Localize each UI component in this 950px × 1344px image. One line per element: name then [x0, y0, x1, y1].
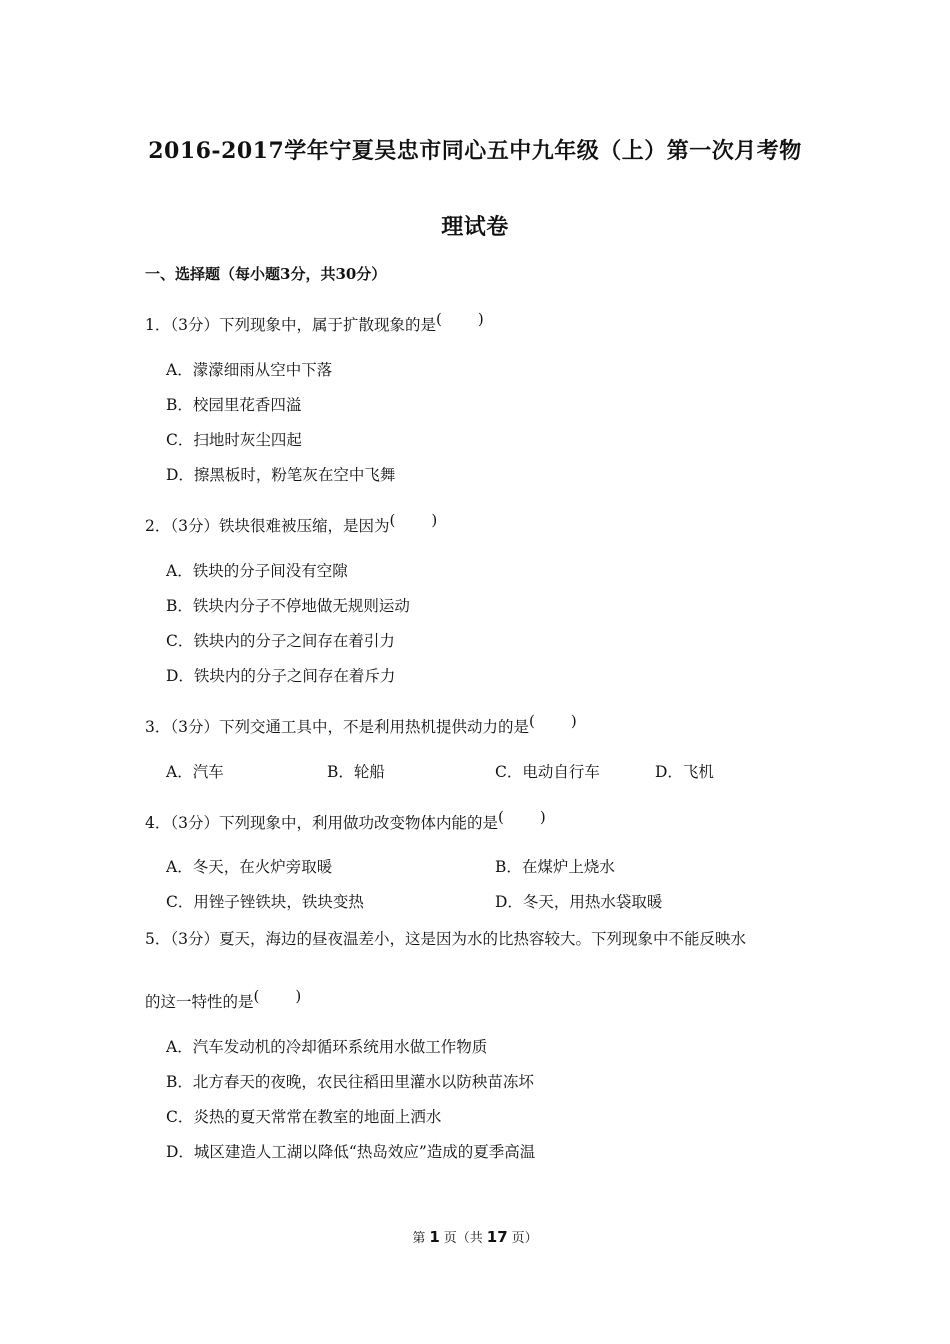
- total-pages: 17: [486, 1228, 508, 1246]
- question-stem-continued: 的这一特性的是: [145, 993, 254, 1011]
- option-3c: C．电动自行车: [495, 763, 600, 781]
- answer-blank: ( ): [528, 712, 577, 730]
- question-3: [145, 712, 577, 737]
- option-3a: A．汽车: [166, 763, 224, 781]
- option-4b: B．在煤炉上烧水: [495, 858, 615, 876]
- question-5-line2: [145, 987, 302, 1012]
- answer-blank: ( ): [435, 310, 484, 328]
- option-5b: B．北方春天的夜晚，农民往稻田里灌水以防秧苗冻坏: [166, 1073, 534, 1091]
- question-4: [145, 808, 546, 833]
- footer-middle: 页（共: [443, 1231, 483, 1246]
- question-2: [145, 511, 438, 536]
- option-1d: D．擦黑板时，粉笔灰在空中飞舞: [166, 466, 396, 484]
- question-stem: 4．（3分）下列现象中，利用做功改变物体内能的是: [145, 814, 498, 832]
- answer-blank: ( ): [253, 987, 302, 1005]
- page-footer: [0, 1227, 950, 1246]
- option-4a: A．冬天，在火炉旁取暖: [166, 858, 333, 876]
- option-3b: B．轮船: [327, 763, 385, 781]
- exam-title-line2: 理试卷: [441, 214, 509, 240]
- option-5d: D．城区建造人工湖以降低“热岛效应”造成的夏季高温: [166, 1143, 536, 1161]
- option-2a: A．铁块的分子间没有空隙: [166, 562, 348, 580]
- option-3d: D．飞机: [655, 763, 714, 781]
- option-1a: A．濛濛细雨从空中下落: [166, 361, 333, 379]
- exam-title-line1: 2016-2017学年宁夏吴忠市同心五中九年级（上）第一次月考物: [148, 138, 802, 164]
- question-stem: 5．（3分）夏天，海边的昼夜温差小，这是因为水的比热容较大。下列现象中不能反映水: [145, 930, 746, 948]
- option-2d: D．铁块内的分子之间存在着斥力: [166, 667, 396, 685]
- option-1b: B．校园里花香四溢: [166, 396, 302, 414]
- option-4d: D．冬天，用热水袋取暖: [495, 893, 663, 911]
- option-1c: C．扫地时灰尘四起: [166, 431, 302, 449]
- question-stem: 1．（3分）下列现象中，属于扩散现象的是: [145, 316, 436, 334]
- option-2c: C．铁块内的分子之间存在着引力: [166, 632, 395, 650]
- page-number: 1: [429, 1228, 440, 1246]
- footer-prefix: 第: [412, 1231, 426, 1246]
- question-5: [145, 927, 746, 949]
- footer-suffix: 页）: [511, 1231, 538, 1246]
- answer-blank: ( ): [389, 511, 438, 529]
- answer-blank: ( ): [497, 808, 546, 826]
- question-stem: 3．（3分）下列交通工具中，不是利用热机提供动力的是: [145, 718, 529, 736]
- option-5a: A．汽车发动机的冷却循环系统用水做工作物质: [166, 1038, 488, 1056]
- question-1: [145, 310, 484, 335]
- option-4c: C．用锉子锉铁块，铁块变热: [166, 893, 364, 911]
- option-2b: B．铁块内分子不停地做无规则运动: [166, 597, 410, 615]
- section-heading: 一、选择题（每小题3分，共30分）: [145, 265, 387, 283]
- question-stem: 2．（3分）铁块很难被压缩，是因为: [145, 517, 390, 535]
- option-5c: C．炎热的夏天常常在教室的地面上洒水: [166, 1108, 442, 1126]
